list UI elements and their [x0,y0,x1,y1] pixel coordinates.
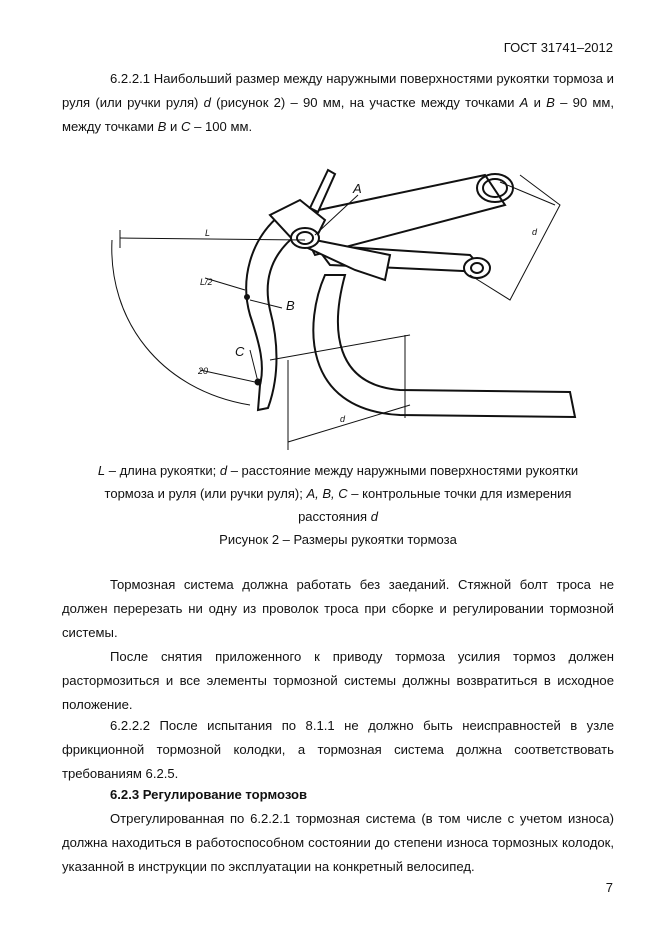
twenty-mm-label: 20 [198,366,209,376]
document-code: ГОСТ 31741–2012 [503,40,613,55]
paragraph-brake-system: Тормозная система должна работать без заеданий. Стяжной болт троса не должен перерезать ни одну из проволок троса при сборке и регулировании тормозной системы. [62,577,614,640]
brake-lever-figure [100,160,600,460]
point-B-label: B [286,298,295,313]
distance-d-bottom-label: d [340,414,346,424]
figure-title: Рисунок 2 – Размеры рукоятки тормоза [219,532,457,547]
half-length-label: L/2 [200,277,213,287]
paragraph-6-2-2-2: 6.2.2.2 После испытания по 8.1.1 не должно быть неисправностей в узле фрикционной тормозной колодки, а тормозная система должна соответствовать требованиям 6.2.5. [62,718,614,781]
figure-legend: L – длина рукоятки; d – расстояние между наружными поверхностями рукоятки тормоза и руля (или ручки руля); A, B, C – контрольные точки для измерения расстояния d Рисунок 2 – Размеры рукоятки тормоза [62,459,614,551]
paragraph-adjustment: Отрегулированная по 6.2.2.1 тормозная система (в том числе с учетом износа) должна находиться в работоспособном состоянии до степени износа тормозных колодок, указанной в инструкции по эксплуатации на конкретный велосипед. [62,811,614,874]
page-number: 7 [605,880,613,895]
distance-d-right-label: d [532,227,538,237]
paragraph-6-2-2-1: 6.2.2.1 Наибольший размер между наружными поверхностями рукоятки тормоза и руля (или ручки руля) d (рисунок 2) – 90 мм, на участке между точками A и B – 90 мм, между точками B и C – 100 мм. [62,71,614,134]
paragraph-release: После снятия приложенного к приводу тормоза усилия тормоз должен растормозиться и все элементы тормозной системы должны возвратиться в исходное положение. [62,649,614,712]
length-L-label: L [205,228,211,238]
point-C-label: C [235,344,245,359]
point-A-label: A [353,181,362,196]
section-heading: 6.2.3 Регулирование тормозов [110,787,308,802]
